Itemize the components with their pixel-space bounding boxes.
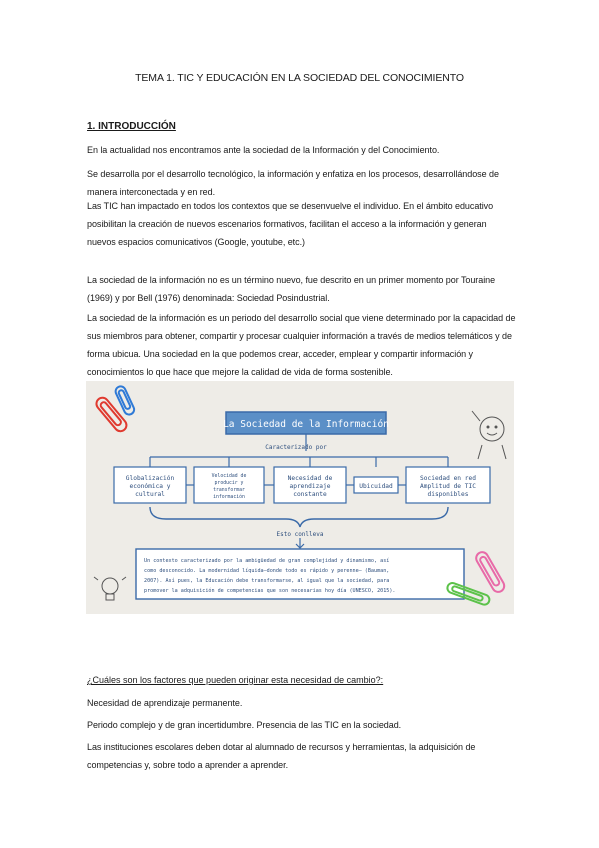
paragraph-4: La sociedad de la información no es un término nuevo, fue descrito en un primer momento por Touraine (1969) y por Bell (1976) denominada: Sociedad Posindustrial. [87,275,496,303]
factor-box-5-line-3: disponibles [427,491,469,498]
answer-3: Las instituciones escolares deben dotar al alumnado de recursos y herramientas, la adquisición de competencias y, sobre todo a aprender a aprender. [87,742,476,770]
person-doodle-icon [472,411,506,459]
factor-box-3-line-1: Necesidad de [287,475,333,482]
document-title: TEMA 1. TIC Y EDUCACIÓN EN LA SOCIEDAD DEL CONOCIMIENTO [135,72,464,84]
lightbulb-icon [94,577,126,600]
infographic-svg [86,381,514,614]
factor-box-2-line-1: Velocidad de [211,474,247,479]
factor-box-2-line-3: transformar [213,488,245,493]
paragraph-2: Se desarrolla por el desarrollo tecnológico, la información y enfatiza en los procesos, desarrollándose de manera interconectada y en red. [87,169,499,197]
connector-label: Esto conlleva [276,531,324,538]
summary-line-3: 2007). Así pues, la Educación debe transformarse, al igual que la sociedad, para [144,578,390,584]
summary-line-2: como desconocido. La modernidad líquida–donde todo es rápido y perenne– (Bauman, [144,568,390,574]
factor-box-1-line-1: Globalización [125,475,175,482]
answer-2: Periodo complejo y de gran incertidumbre. Presencia de las TIC en la sociedad. [87,720,402,730]
paragraph-5: La sociedad de la información es un periodo del desarrollo social que viene determinado por la capacidad de sus miembros para obtener, compartir y procesar cualquier información a través de medios telemáticos y de forma ubicua. Una sociedad en la que podemos crear, acceder, emplear y compartir información y conocimientos lo que hace que mejore la calidad de vida de forma sostenible. [87,313,516,377]
factor-box-2-line-4: información [213,495,245,500]
brace-connector [150,507,448,527]
factor-box-5-line-2: Amplitud de TIC [420,483,476,490]
infographic-figure [86,381,514,614]
factor-box-3-line-2: aprendizaje [289,483,331,490]
factor-box-4-line-1: Ubicuidad [359,483,393,490]
question-text: ¿Cuáles son los factores que pueden originar esta necesidad de cambio?: [87,675,384,685]
factor-box-1-line-3: cultural [135,491,165,498]
figure-subtitle: Caracterizado por [265,444,327,451]
summary-line-1: Un contexto caracterizado por la ambigüedad de gran complejidad y dinamismo, así [144,558,390,564]
section-heading: 1. INTRODUCCIÓN [87,121,176,132]
answer-1: Necesidad de aprendizaje permanente. [87,698,243,708]
factor-box-1-line-2: económica y [129,483,171,490]
pink-paperclip-icon [474,550,506,594]
factor-box-5-line-1: Sociedad en red [420,475,476,482]
factor-box-2-line-2: producir y [214,481,244,486]
factor-box-3-line-3: constante [293,491,327,498]
red-paperclip-icon [94,395,129,433]
figure-title: La Sociedad de la Información [223,419,389,430]
summary-line-4: promover la adquisición de competencias que son necesarias hoy día (UNESCO, 2015). [144,588,396,594]
paragraph-3: Las TIC han impactado en todos los contextos que se desenvuelve el individuo. En el ámbito educativo posibilitan la creación de nuevos escenarios formativos, facilitan el acceso a la información y generan nuevos espacios comunicativos (Google, youtube, etc.) [87,201,494,247]
paragraph-1: En la actualidad nos encontramos ante la sociedad de la Información y del Conocimiento. [87,145,440,155]
